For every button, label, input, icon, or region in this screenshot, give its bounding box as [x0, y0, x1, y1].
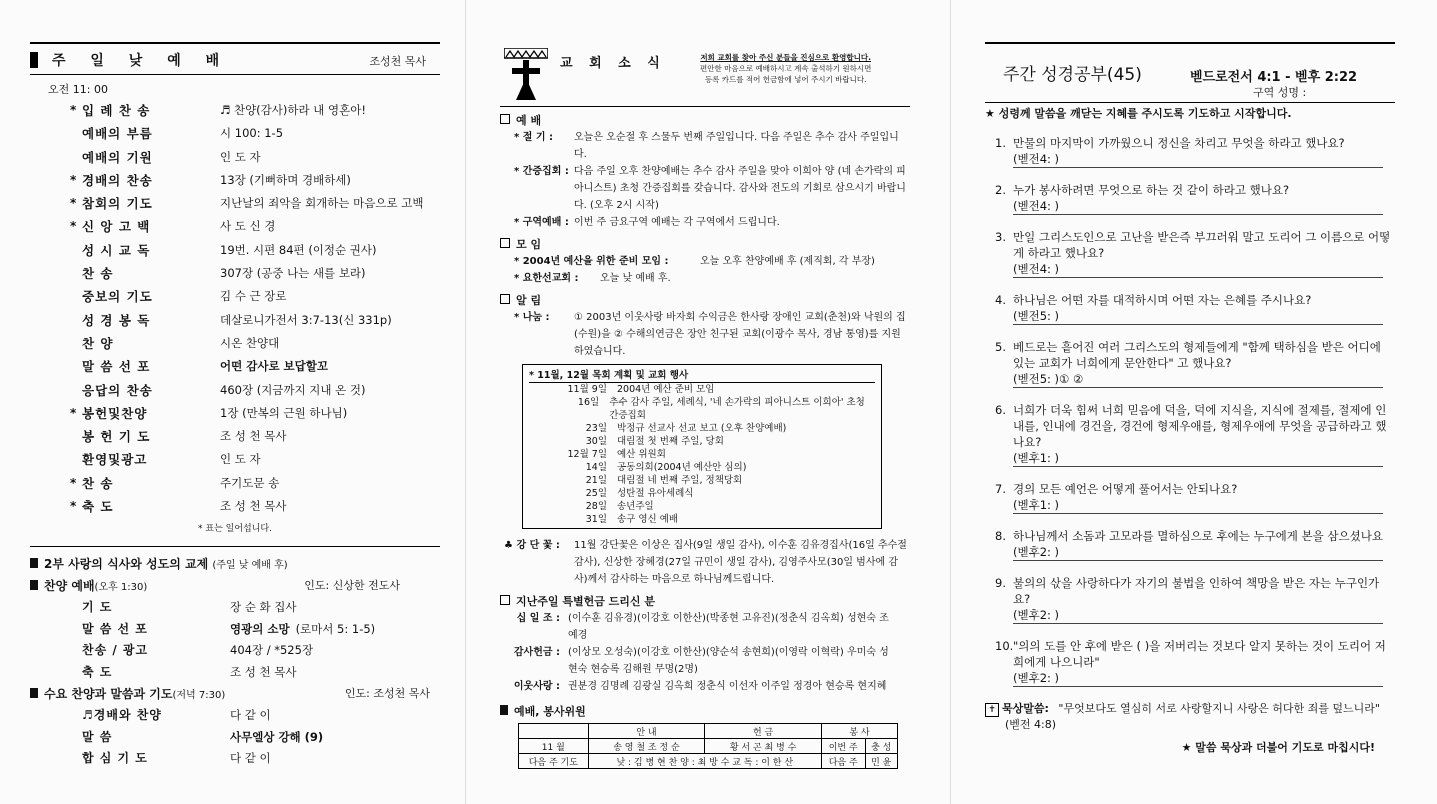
news-item-label: * 구역예배 :: [514, 217, 569, 228]
news-section-header: [500, 293, 910, 309]
praise-value: [230, 640, 319, 661]
question-text: 경의 모든 예언은 어떻게 풀어서는 안되나요?: [1013, 482, 1238, 496]
question-ref: (벧후1: ): [1013, 497, 1383, 514]
wed-label: 말 씀: [82, 729, 113, 744]
order-value: 데살로니가전서 3:7-13(신 331p): [220, 312, 392, 327]
order-label: 축 도: [82, 499, 114, 515]
table-cell: 안 내: [588, 724, 705, 739]
table-cell: 송 영 철 조 정 순: [588, 739, 705, 754]
order-value: 조 성 천 목사: [220, 499, 287, 514]
meditation: [985, 701, 1395, 733]
question-item: [985, 528, 1395, 561]
checkbox-icon: [500, 595, 510, 605]
order-value: 460장 (지금까지 지내 온 것): [220, 382, 366, 397]
news-item: [500, 309, 910, 360]
question-number: 5.: [995, 340, 1006, 354]
wed-value: 다 같 이: [230, 751, 271, 766]
schedule-event: 공동의회(2004년 예산안 심의): [617, 462, 747, 473]
order-row: [30, 425, 440, 448]
wed-label: 합 심 기 도: [82, 751, 148, 766]
altar-flowers: [500, 537, 910, 588]
question-item: [985, 339, 1395, 388]
praise-main: 영광의 소망: [230, 621, 290, 636]
praise-label: 찬송 / 광고: [82, 643, 149, 658]
order-star: *: [70, 405, 77, 420]
fold-line: [950, 0, 951, 804]
altar-text: 11월 강단꽃은 이상은 집사(9일 생일 감사), 이수훈 김유경집사(16일 추수절 감사), 신상한 장혜경(27일 규민이 생일 감사), 김영주사모(30일 범사에 감사)께서 감사하는 마음으로 하나님께드립니다.: [574, 540, 907, 585]
meditation-text: "무엇보다도 열심히 서로 사랑할지니 사랑은 허다한 죄를 덮느니라": [1058, 702, 1380, 715]
table-cell: 충 성: [865, 739, 897, 754]
question-ref: (벧후2: ): [1013, 607, 1383, 624]
order-label: 성 경 봉 독: [82, 312, 151, 328]
order-label: 말 씀 선 포: [82, 359, 151, 375]
question-ref: (벧전4: ): [1013, 198, 1383, 215]
order-value: 1장 (만복의 근원 하나님): [220, 405, 348, 420]
divider: [30, 546, 440, 547]
news-welcome: [700, 52, 871, 85]
order-row: [30, 379, 440, 402]
order-row: [30, 99, 440, 122]
news-title: 교 회 소 식: [560, 56, 666, 71]
checkbox-icon: [500, 114, 510, 124]
worship-news: [500, 113, 910, 231]
order-value: 사 도 신 경: [220, 219, 276, 234]
offering-header: [500, 594, 910, 610]
news-item: [500, 253, 910, 270]
schedule-event: 예산 위원회: [617, 449, 666, 460]
schedule-event: 박정규 선교사 선교 보고 (오후 찬양예배): [617, 423, 787, 434]
table-row: [519, 739, 898, 754]
praise-label: 축 도: [82, 664, 113, 679]
table-cell: 황 서 곤 최 병 수: [705, 739, 822, 754]
schedule-date: 21일: [585, 475, 607, 486]
question-number: 2.: [995, 183, 1006, 197]
schedule-row: [529, 435, 875, 448]
offering-names: (이수훈 김유경)(이강호 이한산)(박종현 고유진)(정춘식 김옥희) 성현숙 조예경: [568, 613, 889, 641]
order-row: [30, 239, 440, 262]
order-value: 인 도 자: [220, 452, 261, 467]
question-item: [985, 229, 1395, 278]
wed-title: 수요 찬양과 말씀과 기도: [44, 687, 173, 702]
order-value: 19번. 시편 84편 (이정순 권사): [220, 242, 377, 257]
order-star: *: [70, 196, 77, 211]
question-text: "의의 도를 안 후에 받은 ( )을 저버리는 것보다 알지 못하는 것이 도리어 저희에게 나으니라": [1013, 639, 1386, 669]
standing-note: * 표는 일어섭니다.: [198, 524, 272, 535]
schedule-row: [529, 513, 875, 526]
schedule-row: [529, 461, 875, 474]
offering-row: [500, 644, 910, 678]
duty-header: [500, 701, 910, 723]
question-number: 6.: [995, 403, 1006, 417]
news-column: [500, 0, 910, 804]
order-value: ♬ 찬양(감사)하라 내 영혼아!: [220, 103, 366, 117]
welcome-line: 저희 교회를 찾아 주신 분들을 진심으로 환영합니다.: [700, 53, 871, 62]
schedule-date: 16일: [577, 397, 600, 408]
praise-value: [230, 619, 375, 640]
news-section-title: 예 배: [516, 114, 542, 127]
offering-row: [500, 610, 910, 644]
news-item-text: 오늘 낮 예배 후.: [600, 273, 671, 284]
question-ref: (벧후2: ): [1013, 544, 1383, 561]
altar-label: ♣ 강 단 꽃 :: [504, 540, 560, 551]
square-bullet-icon: [30, 580, 38, 590]
square-bullet-icon: [500, 705, 508, 715]
question-ref: (벧후1: ): [1013, 450, 1383, 467]
offering-names: 권분경 김명례 김광실 김옥희 정춘식 이선자 이주일 정경아 현승록 현지혜: [568, 681, 887, 692]
notice-news: [500, 293, 910, 360]
duty-title: 예배, 봉사위원: [514, 705, 586, 718]
question-number: 8.: [995, 529, 1006, 543]
order-label: 참회의 기도: [82, 196, 153, 212]
schedule-event: 송년주일: [617, 501, 654, 512]
schedule-date: 23일: [585, 423, 607, 434]
order-row: [30, 146, 440, 169]
worship-header: [30, 42, 440, 75]
wed-time: (저녁 7:30): [172, 690, 226, 702]
schedule-date: 30일: [585, 436, 607, 447]
schedule-event: 송구 영신 예배: [617, 514, 679, 525]
praise-row: [30, 619, 440, 641]
news-item: [500, 214, 910, 231]
order-label: 봉헌및찬양: [82, 405, 148, 421]
order-label: 환영및광고: [82, 452, 148, 468]
meditation-icon: ✝: [985, 703, 999, 717]
order-label: 예배의 부름: [82, 126, 153, 142]
offering-label: 이웃사랑 :: [513, 681, 560, 692]
table-cell: 11 월: [519, 739, 589, 754]
news-section-title: 모 임: [516, 238, 542, 251]
order-row: [30, 169, 440, 192]
praise-value: [230, 597, 303, 618]
news-item: [500, 129, 910, 163]
schedule-row: [529, 383, 875, 396]
order-label: 예배의 기원: [82, 149, 153, 165]
praise-title: 찬양 예배: [44, 579, 95, 594]
order-value: 김 수 근 장로: [220, 289, 287, 304]
question-number: 1.: [995, 136, 1006, 150]
schedule-event: 대림절 네 번째 주일, 정책당회: [617, 475, 743, 486]
question-number: 7.: [995, 482, 1006, 496]
schedule-title: * 11월, 12월 목회 계획 및 교회 행사: [529, 367, 875, 383]
study-title: 주간 성경공부(45): [1003, 65, 1142, 85]
praise-header: [30, 575, 440, 597]
order-row: [30, 285, 440, 308]
wed-value: 다 같 이: [230, 708, 271, 723]
order-label: 찬 양: [82, 335, 114, 351]
order-value: 13장 (기뻐하며 경배하세): [220, 172, 351, 187]
study-name-field: 구역 성명 :: [1253, 86, 1307, 99]
order-value: 시 100: 1-5: [220, 126, 284, 141]
schedule-date: 28일: [585, 501, 607, 512]
order-label: 찬 송: [82, 475, 114, 491]
schedule-event: 2004년 예산 준비 모임: [617, 384, 715, 395]
news-item-text: 오늘은 오순절 후 스물두 번째 주일입니다. 다음 주일은 추수 감사 주일입니다.: [574, 132, 899, 160]
order-row: [30, 472, 440, 495]
news-item: [500, 163, 910, 214]
table-cell: [519, 724, 589, 739]
question-text: 하나님은 어떤 자를 대적하시며 어떤 자는 은혜를 주시나요?: [1013, 293, 1312, 307]
part2-sub: (주일 낮 예배 후): [212, 560, 288, 572]
order-value: 307장 (공중 나는 새를 보라): [220, 266, 366, 281]
schedule-date: 25일: [585, 488, 607, 499]
square-bullet-icon: [30, 558, 38, 568]
question-text: 만물의 마지막이 가까웠으니 정신을 차리고 무엇을 하라고 했나요?: [1013, 136, 1345, 150]
part2-title: 2부 사랑의 식사와 성도의 교제: [44, 557, 209, 572]
news-section-title: 알 림: [516, 294, 542, 307]
wed-value: 사무엘상 강해 (9): [230, 729, 324, 744]
worship-pastor: 조성천 목사: [369, 55, 426, 68]
praise-time: (오후 1:30): [94, 582, 148, 594]
table-cell: 다음 주 기도: [519, 754, 589, 769]
praise-main: 404장 / *525장: [230, 643, 314, 658]
order-star: *: [70, 103, 77, 117]
news-item-label: * 간증집회 :: [514, 166, 569, 177]
wed-header: [30, 683, 440, 705]
order-value: 주기도문 송: [220, 475, 280, 490]
order-row: [30, 262, 440, 285]
table-row: [519, 754, 898, 769]
praise-row: [30, 597, 440, 619]
praise-row: [30, 640, 440, 662]
table-cell: 낮 : 김 병 현 찬 양 : 최 방 수 교 독 : 이 한 산: [588, 754, 821, 769]
order-star: *: [70, 475, 77, 490]
order-row: [30, 495, 440, 518]
question-item: [985, 638, 1395, 687]
schedule-row: [529, 448, 875, 461]
schedule-event: 대림절 첫 번째 주일, 당회: [617, 436, 724, 447]
news-section-header: [500, 237, 910, 253]
study-header: [985, 42, 1395, 99]
question-number: 4.: [995, 293, 1006, 307]
wed-label: ♬경배와 찬양: [82, 708, 162, 723]
order-label: 찬 송: [82, 266, 114, 282]
offering-label: 십 일 조 :: [516, 613, 560, 624]
schedule-row: [529, 422, 875, 435]
news-item-label: * 요한선교회 :: [514, 273, 579, 284]
news-item: [500, 270, 910, 287]
worship-time: 오전 11: 00: [48, 83, 108, 96]
meeting-news: [500, 237, 910, 287]
offering-label: 감사헌금 :: [513, 647, 560, 658]
order-row: [30, 215, 440, 238]
cross-logo-icon: [504, 48, 548, 102]
praise-row: [30, 662, 440, 684]
praise-extra: (로마서 5: 1-5): [295, 621, 376, 636]
praise-main: 조 성 천 목사: [230, 664, 297, 679]
order-star: *: [70, 219, 77, 234]
worship-column: [30, 0, 440, 804]
question-item: [985, 402, 1395, 467]
question-text: 너희가 더욱 힘써 너희 믿음에 덕을, 덕에 지식을, 지식에 절제를, 절제에 인내를, 인내에 경건을, 경건에 형제우애를, 형제우애에 무엇을 공급하라고 했나요?: [1013, 403, 1387, 449]
offering-names: (이상모 오성숙)(이강호 이한산)(양순석 송현희)(이영락 이혁락) 우미숙 성현숙 현승록 김해원 무명(2명): [568, 647, 889, 675]
order-row: [30, 192, 440, 215]
question-item: [985, 182, 1395, 215]
news-item-text: ① 2003년 이웃사랑 바자회 수익금은 한사랑 장애인 교회(춘천)와 낙원의 집(수원)을 ② 수해의연금은 장안 친구된 교회(이광수 목사, 경남 통영)를 지원하였습니다.: [574, 312, 906, 357]
header-block-icon: [30, 52, 38, 68]
order-value: 시온 찬양대: [220, 335, 280, 350]
order-row: [30, 402, 440, 425]
order-label: 경배의 찬송: [82, 172, 153, 188]
order-star: *: [70, 172, 77, 187]
order-label: 중보의 기도: [82, 289, 153, 305]
news-section-header: [500, 113, 910, 129]
question-item: [985, 135, 1395, 168]
wed-row: [30, 727, 440, 749]
news-item-text: 이번 주 금요구역 예배는 각 구역에서 드립니다.: [574, 217, 780, 228]
order-value: 인 도 자: [220, 149, 261, 164]
question-text: 하나님께서 소돔과 고모라를 멸하심으로 후에는 누구에게 본을 삼으셨나요: [1013, 529, 1383, 543]
order-row: [30, 309, 440, 332]
wed-order: [30, 705, 440, 770]
meditation-ref: (벧전 4:8): [1005, 718, 1057, 731]
order-label: 신 앙 고 백: [82, 219, 151, 235]
study-prayer: ★ 성령께 말씀을 깨닫는 지혜를 주시도록 기도하고 시작합니다.: [985, 102, 1395, 121]
wed-row: [30, 705, 440, 727]
question-ref: (벧전5: ): [1013, 308, 1383, 325]
order-row: [30, 355, 440, 378]
question-ref: (벧전4: ): [1013, 151, 1383, 168]
order-label: 응답의 찬송: [82, 382, 153, 398]
question-text: 불의의 삯을 사랑하다가 자기의 불법을 인하여 책망을 받은 자는 누구인가요?: [1013, 576, 1380, 606]
question-list: [985, 135, 1395, 687]
order-label: 봉 헌 기 도: [82, 429, 151, 445]
news-item-label: * 절 기 :: [514, 132, 553, 143]
wed-leader: 인도: 조성천 목사: [344, 687, 430, 701]
welcome-line: 등록 카드를 적어 헌금함에 넣어 주시기 바랍니다.: [704, 75, 867, 84]
welcome-line: 편안한 마음으로 예배하시고 계속 출석하기 원하시면: [700, 64, 872, 73]
order-label: 성 시 교 독: [82, 242, 151, 258]
question-text: 누가 봉사하려면 무엇으로 하는 것 같이 하라고 했나요?: [1013, 183, 1290, 197]
checkbox-icon: [500, 294, 510, 304]
schedule-row: [529, 474, 875, 487]
order-value: 어떤 감사로 보답할꼬: [220, 359, 328, 374]
question-item: [985, 292, 1395, 325]
praise-label: 기 도: [82, 600, 113, 615]
worship-title: 주 일 낮 예 배: [52, 53, 230, 69]
schedule-box: [522, 364, 882, 529]
order-star: *: [70, 499, 77, 514]
order-row: [30, 448, 440, 471]
news-item-text: 다음 주일 오후 찬양예배는 추수 감사 주일을 맞아 이희아 양 (네 손가락의 피아니스트) 초청 간증집회를 갖습니다. 감사와 전도의 기회로 삼으시기 바랍니다. (오후 2시 시작): [574, 166, 906, 211]
schedule-row: [529, 396, 875, 422]
question-number: 3.: [995, 230, 1006, 244]
study-column: [985, 0, 1395, 804]
news-header: [500, 42, 910, 107]
table-cell: 민 윤: [865, 754, 897, 769]
closing-note: ★ 말씀 묵상과 더불어 기도로 마칩시다!: [1181, 741, 1375, 754]
question-item: [985, 575, 1395, 624]
schedule-date: 12월 7일: [567, 449, 607, 460]
order-label: 입 례 찬 송: [82, 103, 151, 118]
schedule-date: 14일: [585, 462, 607, 473]
schedule-event: 추수 감사 주일, 세례식, '네 손가락의 피아니스트 이희아' 초청 간증집회: [609, 397, 865, 421]
schedule-row: [529, 500, 875, 513]
question-text: 베드로는 흩어진 여러 그리스도의 형제들에게 "함께 택하심을 받은 어디에 있는 교회가 너희에게 문안한다" 고 했나요?: [1013, 340, 1381, 370]
table-cell: 다음 주: [821, 754, 865, 769]
part2-header: [30, 553, 440, 575]
order-row: [30, 122, 440, 145]
checkbox-icon: [500, 238, 510, 248]
order-row: [30, 332, 440, 355]
praise-value: [230, 662, 303, 683]
schedule-date: 31일: [585, 514, 607, 525]
square-bullet-icon: [30, 688, 38, 698]
table-cell: 봉 사: [821, 724, 897, 739]
question-ref: (벧전5: )① ②: [1013, 371, 1383, 388]
study-range: 벧드로전서 4:1 - 벧후 2:22: [1190, 70, 1358, 85]
order-value: 조 성 천 목사: [220, 429, 287, 444]
news-item-label: * 나눔 :: [514, 312, 550, 323]
question-number: 9.: [995, 576, 1006, 590]
praise-main: 장 순 화 집사: [230, 600, 297, 615]
question-ref: (벧전4: ): [1013, 261, 1383, 278]
praise-order: [30, 597, 440, 683]
schedule-event: 성탄절 유아세례식: [617, 488, 694, 499]
table-row: [519, 724, 898, 739]
order-value: 지난날의 죄악을 회개하는 마음으로 고백: [220, 196, 424, 211]
schedule-row: [529, 487, 875, 500]
question-ref: (벧후2: ): [1013, 670, 1383, 687]
worship-order: [30, 99, 440, 518]
fold-line: [465, 0, 466, 804]
meditation-label: 묵상말씀:: [1002, 702, 1049, 715]
schedule-date: 11월 9일: [567, 384, 607, 395]
offering-title: 지난주일 특별헌금 드리신 분: [516, 595, 655, 608]
question-item: [985, 481, 1395, 514]
news-item-label: * 2004년 예산을 위한 준비 모임 :: [514, 256, 669, 267]
question-text: 만일 그리스도인으로 고난을 받은즉 부끄러워 말고 도리어 그 이름으로 어떻게 하라고 했나요?: [1013, 230, 1391, 260]
table-cell: 헌 금: [705, 724, 822, 739]
news-item-text: 오늘 오후 찬양예배 후 (제직회, 각 부장): [700, 256, 875, 267]
praise-leader: 인도: 신상한 전도사: [304, 579, 400, 593]
wed-row: [30, 748, 440, 770]
offering-row: [500, 678, 910, 695]
table-cell: 이번 주: [821, 739, 865, 754]
duty-table: [518, 723, 898, 769]
praise-label: 말 씀 선 포: [82, 621, 148, 636]
offering-section: [500, 594, 910, 695]
question-number: 10.: [995, 639, 1014, 653]
